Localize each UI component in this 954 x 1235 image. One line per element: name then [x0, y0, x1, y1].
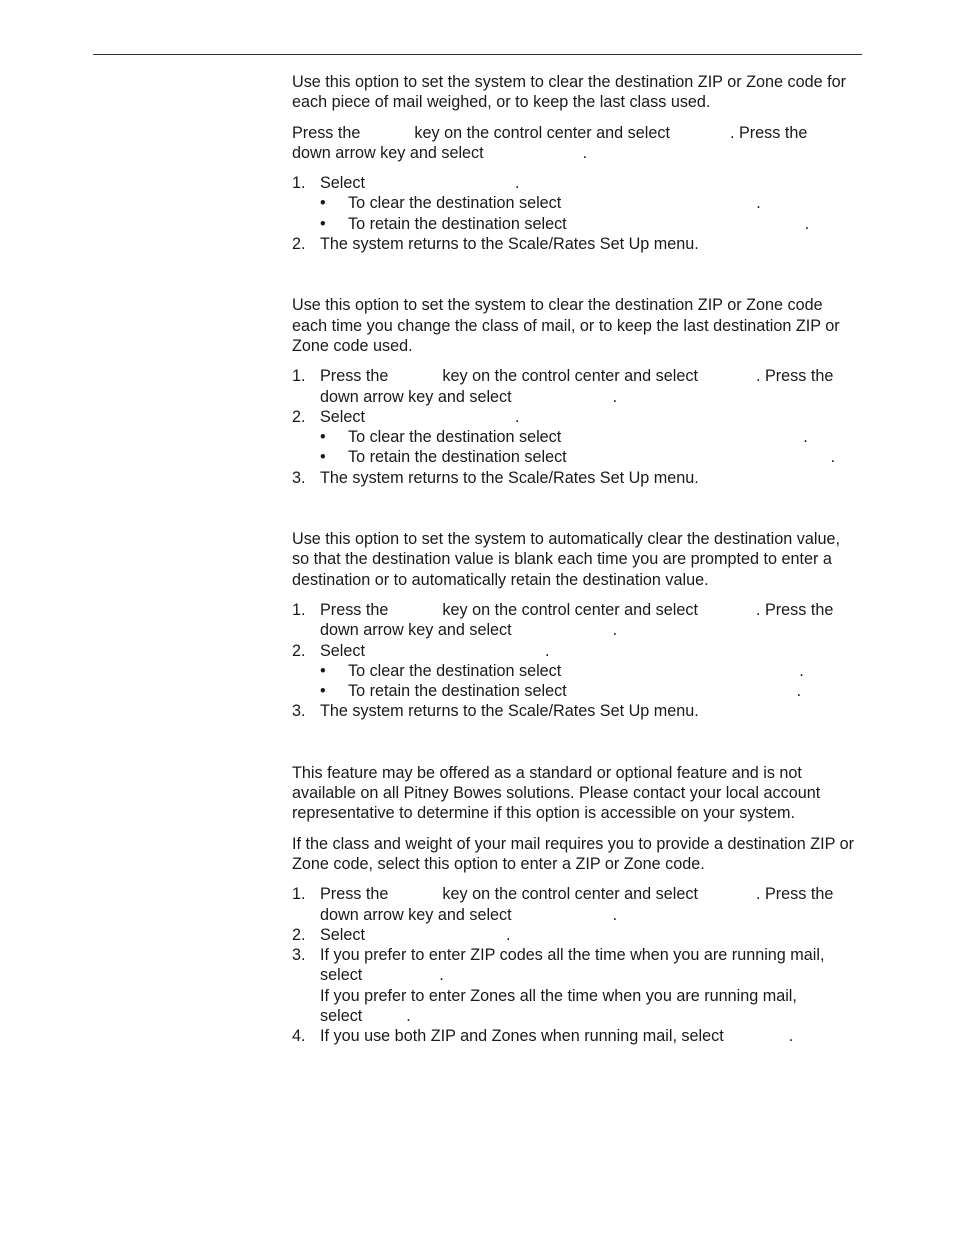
- header-rule: [93, 54, 862, 55]
- section-zip-zone-entry: [292, 763, 857, 1047]
- steps-list: [292, 173, 857, 254]
- bullet-list: [320, 193, 857, 234]
- list-item: • To clear the destination select .: [320, 661, 804, 680]
- list-item: 1. Press the key on the control center and select . Press the down arrow key and select .: [292, 367, 834, 406]
- steps-list: [292, 600, 857, 722]
- bullet-list: [320, 427, 857, 468]
- list-item: 1. Press the key on the control center and select . Press the down arrow key and select .: [292, 600, 834, 640]
- list-item: 2. Select . • To clear the destination select . • To retain the destination select .: [292, 407, 857, 468]
- document-body: [292, 72, 857, 1047]
- intro-paragraph: Use this option to set the system to clear the destination ZIP or Zone code each time you change the class of mail, or to keep the last destination ZIP or Zone code used.: [292, 296, 840, 355]
- section-clear-zip-per-piece: [292, 72, 857, 254]
- list-item: 3. The system returns to the Scale/Rates Set Up menu.: [292, 702, 699, 721]
- list-item: • To retain the destination select .: [320, 448, 836, 467]
- list-item: 1. Select . • To clear the destination select . • To retain the destination select .: [292, 173, 857, 234]
- intro-paragraph: Use this option to set the system to automatically clear the destination value, so that the destination value is blank each time you are prompted to enter a destination or to automatically retain the destination value.: [292, 530, 840, 589]
- list-item: 2. Select . • To clear the destination select . • To retain the destination select .: [292, 641, 857, 702]
- section-auto-clear-destination: [292, 529, 857, 722]
- list-item: • To retain the destination select .: [320, 682, 802, 701]
- list-item: 2. Select .: [292, 925, 511, 944]
- section-clear-zip-on-class-change: [292, 295, 857, 488]
- list-item: 3. If you prefer to enter ZIP codes all the time when you are running mail, select . If you prefer to enter Zones all the time when you are running mail, select .: [292, 946, 825, 1025]
- intro-paragraph: This feature may be offered as a standard or optional feature and is not available on all Pitney Bowes solutions. Please contact your local account representative to determine if this option is accessible on your system.: [292, 763, 821, 823]
- list-item: 1. Press the key on the control center and select . Press the down arrow key and select .: [292, 885, 834, 924]
- steps-list: [292, 366, 857, 488]
- intro-paragraph: Use this option to set the system to clear the destination ZIP or Zone code for each piece of mail weighed, or to keep the last class used.: [292, 73, 846, 112]
- list-item: • To clear the destination select .: [320, 428, 808, 447]
- list-item: 3. The system returns to the Scale/Rates Set Up menu.: [292, 468, 699, 487]
- intro-paragraph: If the class and weight of your mail requires you to provide a destination ZIP or Zone code, select this option to enter a ZIP or Zone code.: [292, 834, 855, 873]
- list-item: 2. The system returns to the Scale/Rates Set Up menu.: [292, 235, 699, 254]
- list-item: 4. If you use both ZIP and Zones when running mail, select .: [292, 1027, 794, 1046]
- list-item: • To clear the destination select .: [320, 194, 761, 213]
- list-item: • To retain the destination select .: [320, 214, 810, 233]
- lead-instruction: Press the key on the control center and select . Press the down arrow key and select .: [292, 123, 808, 162]
- steps-list: [292, 884, 857, 1046]
- bullet-list: [320, 661, 857, 702]
